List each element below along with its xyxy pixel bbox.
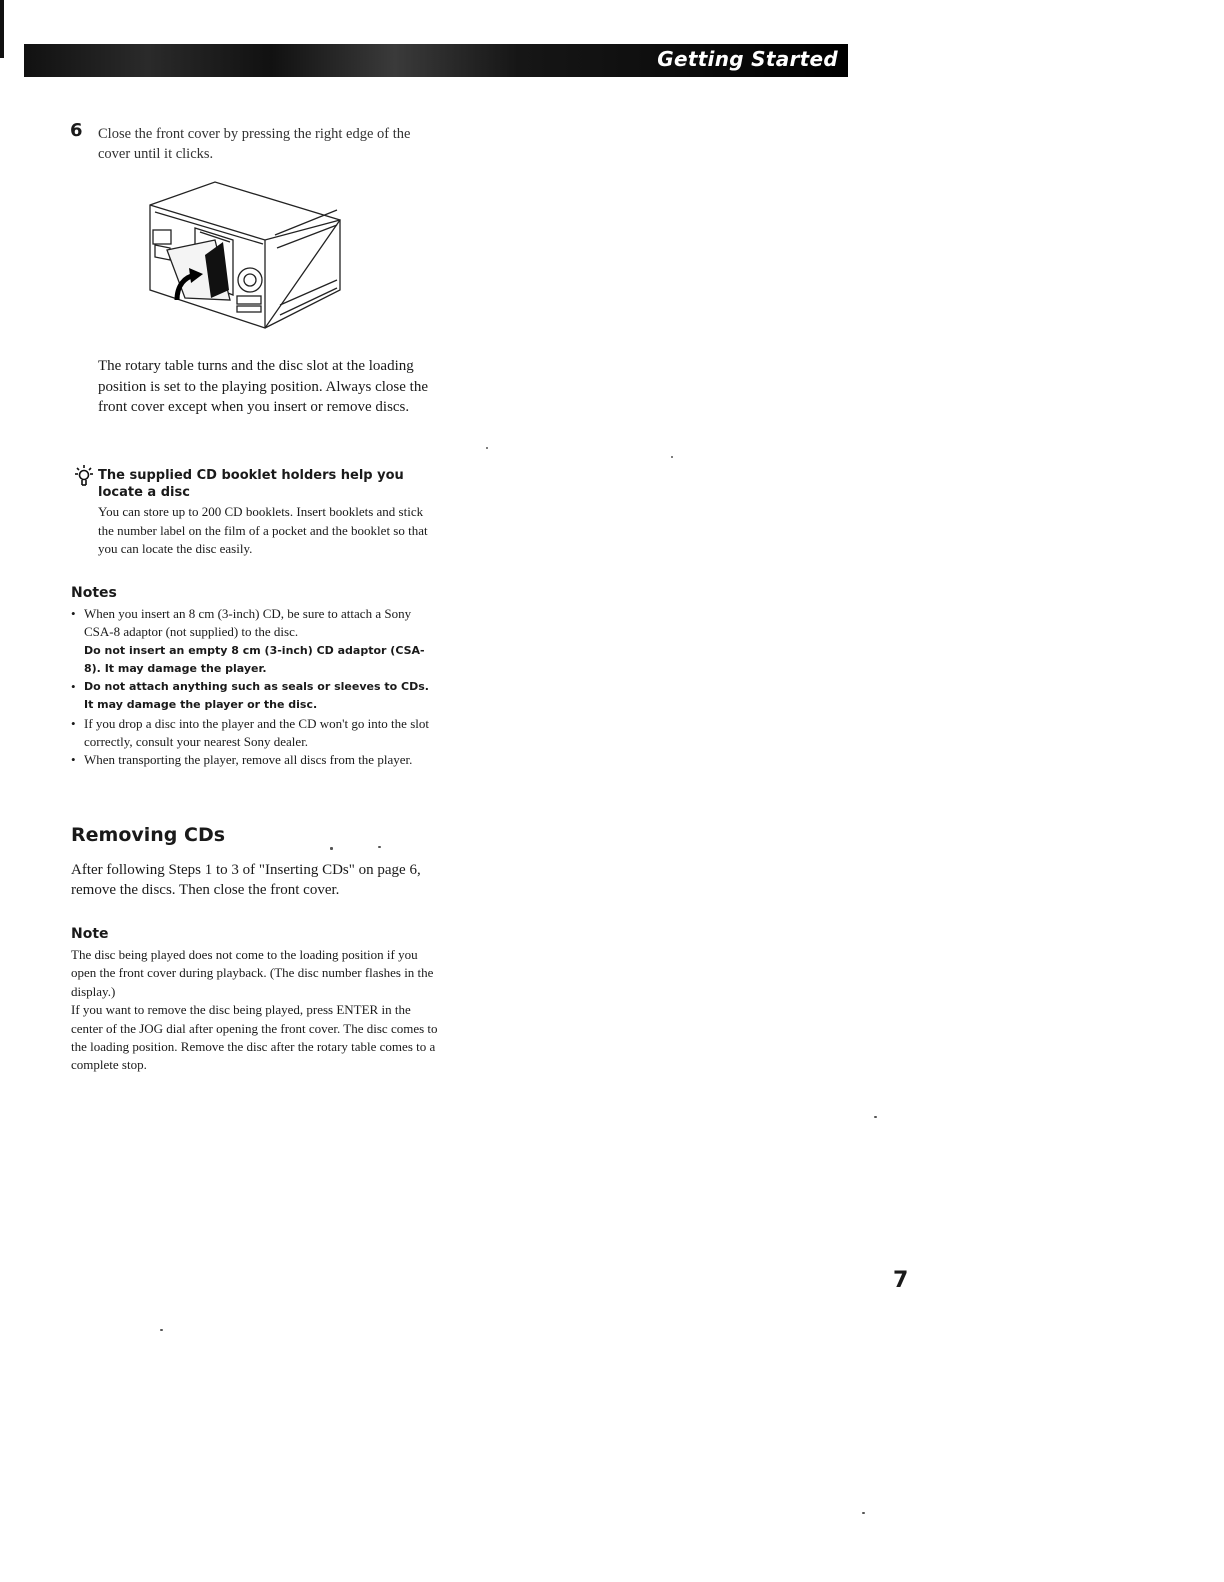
section-header-bar	[24, 44, 848, 77]
scan-speck	[378, 846, 381, 848]
scan-speck	[874, 1116, 877, 1118]
page-number: 7	[893, 1268, 909, 1293]
note-item	[71, 678, 441, 715]
note-item-warning: Do not attach anything such as seals or sleeves to CDs. It may damage the player or the disc.	[84, 680, 429, 712]
note-paragraph: The disc being played does not come to the loading position if you open the front cover during playback. (The disc number flashes in the display.)	[71, 947, 434, 999]
scan-edge-mark	[0, 0, 4, 58]
bullet: •	[71, 606, 76, 621]
notes-list	[71, 605, 441, 770]
section-title: Getting Started	[657, 47, 838, 71]
notes-heading: Notes	[71, 585, 117, 601]
step-instruction: Close the front cover by pressing the right edge of the cover until it clicks.	[98, 126, 411, 162]
tip-body: You can store up to 200 CD booklets. Insert booklets and stick the number label on the film of a pocket and the booklet so that you can locate the disc easily.	[98, 504, 428, 556]
bullet: •	[71, 715, 76, 731]
bullet: •	[71, 679, 76, 695]
note-item-warning: Do not insert an empty 8 cm (3-inch) CD adaptor (CSA-8). It may damage the player.	[84, 643, 425, 675]
note-body	[71, 946, 441, 1075]
note-paragraph: If you want to remove the disc being played, press ENTER in the center of the JOG dial after opening the front cover. The disc comes to the loading position. Remove the disc after the rotary table comes to a complete stop.	[71, 1002, 438, 1073]
scan-speck	[862, 1512, 865, 1514]
scan-speck	[330, 847, 333, 850]
removing-cds-body: After following Steps 1 to 3 of "Inserting CDs" on page 6, remove the discs. Then close the front cover.	[71, 862, 421, 898]
bullet: •	[71, 752, 76, 768]
note-item	[71, 715, 441, 752]
scan-speck	[160, 1329, 163, 1331]
tip-heading: The supplied CD booklet holders help you locate a disc	[98, 468, 404, 500]
note-item-text: If you drop a disc into the player and the CD won't go into the slot correctly, consult your nearest Sony dealer.	[84, 715, 429, 750]
note-item	[71, 751, 441, 769]
scan-speck	[671, 456, 673, 458]
lightbulb-icon	[73, 464, 95, 490]
note-item	[71, 605, 441, 678]
note-item-text: When transporting the player, remove all discs from the player.	[84, 752, 413, 768]
scan-speck	[486, 447, 488, 449]
note-heading: Note	[71, 926, 109, 942]
step-result-text: The rotary table turns and the disc slot at the loading position is set to the playing position. Always close the front cover except when you insert or remove discs.	[98, 358, 428, 415]
note-item-text: When you insert an 8 cm (3-inch) CD, be sure to attach a Sony CSA-8 adaptor (not supplied) to the disc.	[84, 606, 412, 640]
removing-cds-heading: Removing CDs	[71, 824, 226, 846]
cd-player-illustration	[145, 180, 345, 330]
step-number: 6	[70, 120, 83, 141]
